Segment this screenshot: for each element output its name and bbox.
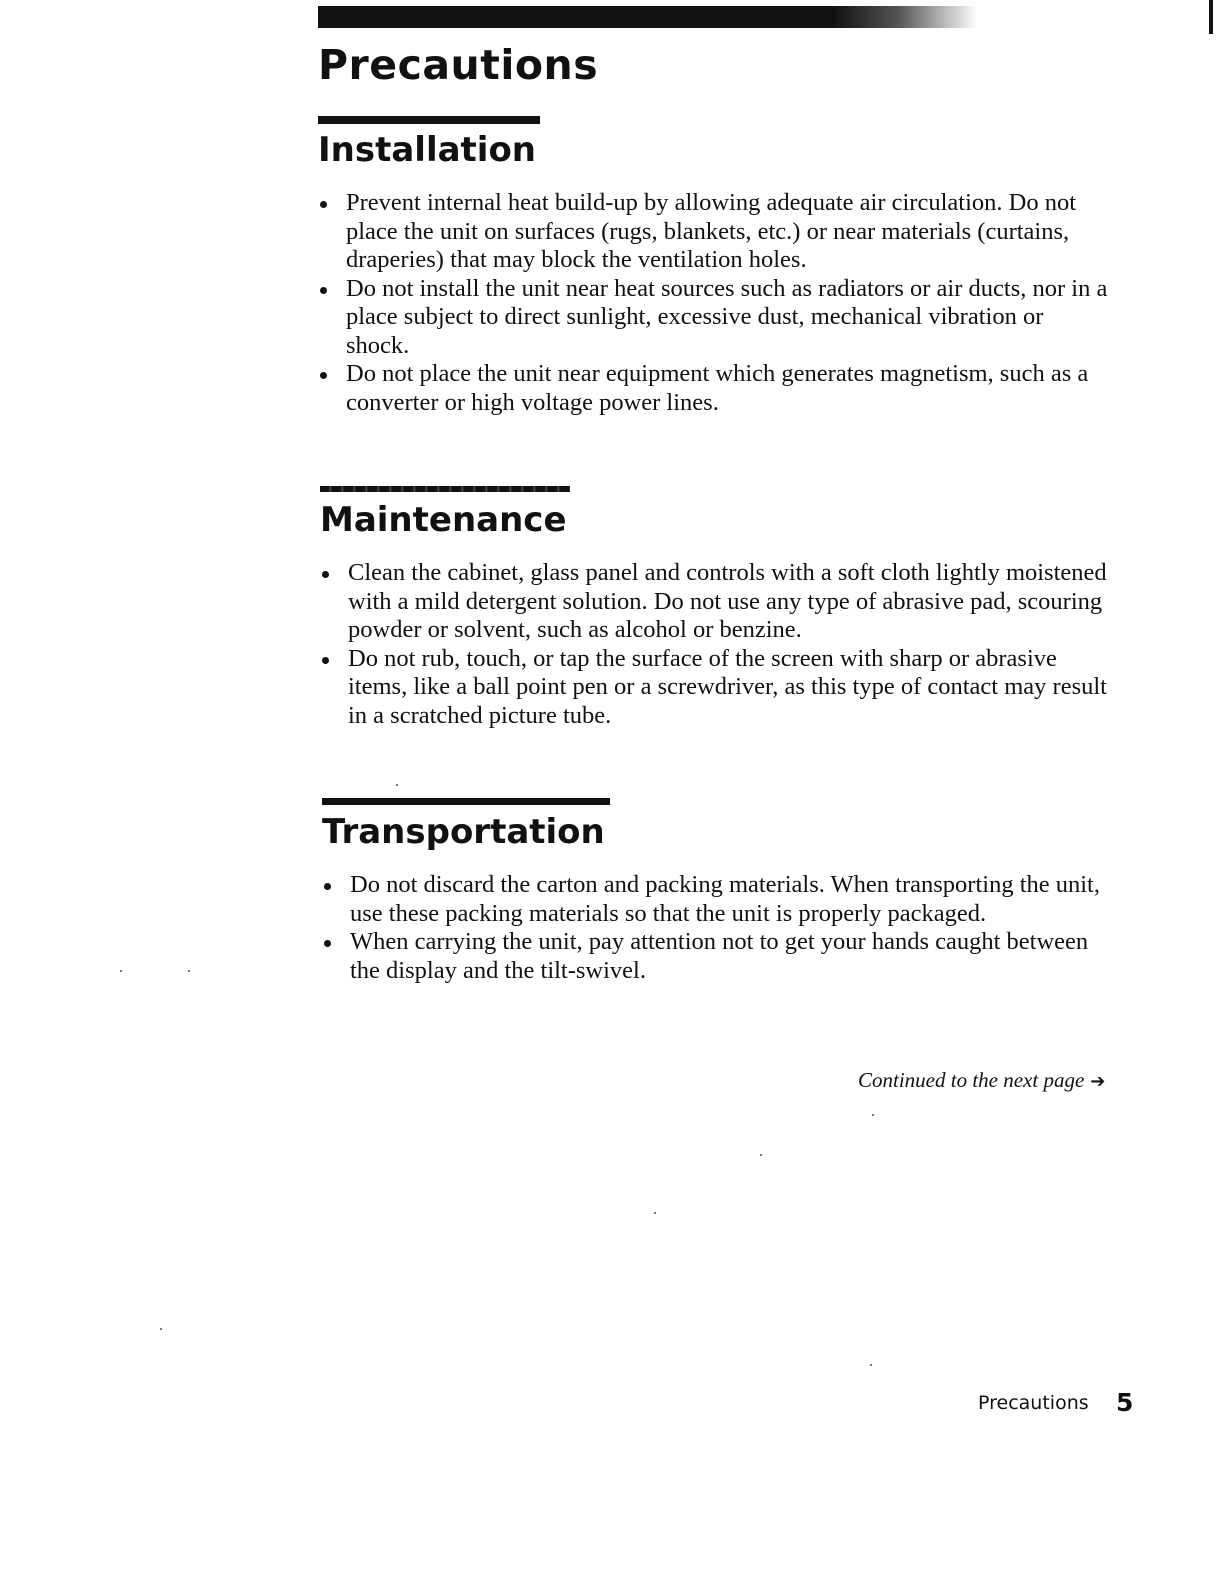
list-item — [322, 871, 1112, 928]
list-item-text: Clean the cabinet, glass panel and controls with a soft cloth lightly moistened with a mild detergent solution. Do not use any type of abrasive pad, scouring powder or solvent, such as alcohol or benzine. — [348, 559, 1107, 643]
list-item — [318, 189, 1108, 275]
list-item-text: Do not place the unit near equipment which generates magnetism, such as a converter or high voltage power lines. — [346, 360, 1089, 416]
list-item-text: Do not discard the carton and packing materials. When transporting the unit, use these packing materials so that the unit is properly packaged. — [350, 871, 1100, 927]
list-item — [318, 360, 1108, 417]
maintenance-list — [320, 559, 1110, 730]
bullet-icon — [324, 940, 331, 947]
list-item — [318, 275, 1108, 361]
transportation-heading: Transportation — [322, 812, 605, 852]
bullet-icon — [324, 883, 331, 890]
list-item-text: Do not rub, touch, or tap the surface of the screen with sharp or abrasive items, like a ball point pen or a screwdriver, as this type of contact may result in a scratched picture tube. — [348, 644, 1107, 729]
bullet-icon — [320, 287, 327, 294]
transportation-list — [322, 871, 1112, 985]
list-item-text: Do not install the unit near heat sources such as radiators or air ducts, nor in a place subject to direct sunlight, excessive dust, mechanical vibration or shock. — [346, 274, 1108, 359]
scan-speck — [760, 1154, 762, 1156]
scan-speck — [120, 970, 122, 972]
installation-heading: Installation — [318, 130, 537, 170]
scan-speck — [654, 1212, 656, 1214]
footer-section-label: Precautions — [978, 1392, 1089, 1414]
bullet-icon — [322, 657, 329, 664]
maintenance-heading: Maintenance — [320, 500, 567, 540]
continued-note — [858, 1068, 1105, 1093]
page-edge-mark — [1209, 0, 1213, 34]
scan-speck — [872, 1114, 874, 1116]
page-title: Precautions — [318, 41, 599, 89]
bullet-icon — [320, 201, 327, 208]
page-number: 5 — [1116, 1388, 1134, 1417]
list-item — [320, 645, 1110, 731]
arrow-right-icon: ➔ — [1090, 1071, 1106, 1092]
list-item — [322, 928, 1112, 985]
scan-speck — [396, 784, 398, 786]
maintenance-rule — [320, 486, 570, 492]
bullet-icon — [320, 372, 327, 379]
scan-speck — [188, 970, 190, 972]
list-item-text: When carrying the unit, pay attention not to get your hands caught between the display and the tilt-swivel. — [350, 928, 1089, 984]
transportation-rule — [322, 798, 610, 805]
bullet-icon — [322, 571, 329, 578]
list-item — [320, 559, 1110, 645]
installation-list — [318, 189, 1108, 417]
scan-speck — [870, 1364, 872, 1366]
top-header-bar — [318, 6, 978, 28]
installation-rule — [318, 116, 540, 124]
list-item-text: Prevent internal heat build-up by allowing adequate air circulation. Do not place the unit on surfaces (rugs, blankets, etc.) or near materials (curtains, draperies) that may block the ventilation holes. — [346, 189, 1077, 273]
continued-text: Continued to the next page — [858, 1068, 1085, 1092]
scan-speck — [160, 1328, 162, 1330]
